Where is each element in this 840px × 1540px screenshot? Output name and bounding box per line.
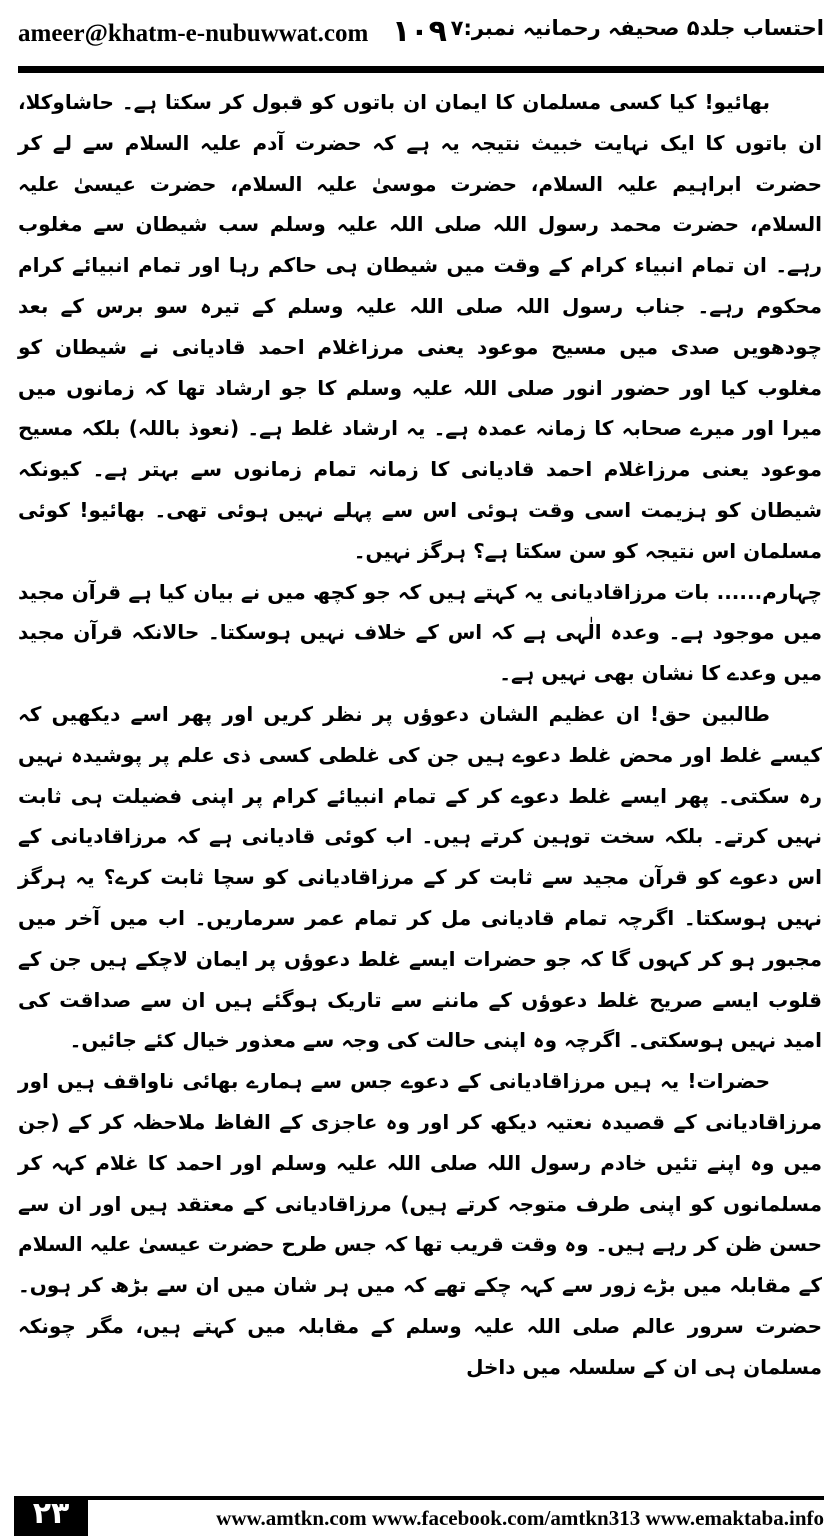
footer-divider xyxy=(88,1496,824,1500)
body-text xyxy=(18,82,822,1388)
paragraph-1: بھائیو! کیا کسی مسلمان کا ایمان ان باتوں کو قبول کر سکتا ہے۔ حاشاوکلا، ان باتوں کا ایک نہایت خبیث نتیجہ یہ ہے کہ حضرت آدم علیہ السلام سے لے کر حضرت ابراہیم علیہ السلام، حضرت موسیٰ علیہ السلام، حضرت عیسیٰ علیہ السلام، حضرت محمد رسول اللہ صلی اللہ علیہ وسلم سب شیطان سے مغلوب رہے۔ ان تمام انبیاء کرام کے وقت میں شیطان ہی حاکم رہا اور تمام انبیائے کرام محکوم رہے۔ جناب رسول اللہ صلی اللہ علیہ وسلم کے تیرہ سو برس کے بعد چودھویں صدی میں مسیح موعود یعنی مرزاغلام احمد قادیانی نے شیطان کو مغلوب کیا اور حضور انور صلی اللہ علیہ وسلم کا جو ارشاد تھا کہ زمانوں میں میرا اور میرے صحابہ کا زمانہ عمدہ ہے۔ یہ ارشاد غلط ہے۔ (نعوذ باللہ) بلکہ مسیح موعود یعنی مرزاغلام احمد قادیانی کا زمانہ تمام زمانوں سے بہتر ہے۔ کیونکہ شیطان کو ہزیمت اسی وقت ہوئی اس سے پہلے نہیں ہوئی تھی۔ بھائیو! کوئی مسلمان اس نتیجہ کو سن سکتا ہے؟ ہرگز نہیں۔ xyxy=(18,90,822,563)
header-page-number: ۱۰۹ xyxy=(392,14,447,49)
header-book-title: احتساب جلد۵ صحیفہ رحمانیہ نمبر:۷ xyxy=(450,16,824,40)
footer-links[interactable]: www.amtkn.com www.facebook.com/amtkn313 www.emaktaba.info xyxy=(216,1506,824,1530)
page-header xyxy=(0,0,840,62)
header-divider xyxy=(18,66,824,73)
header-email: ameer@khatm-e-nubuwwat.com xyxy=(18,20,369,47)
paragraph-3: طالبین حق! ان عظیم الشان دعوؤں پر نظر کریں اور پھر اسے دیکھیں کہ کیسے غلط اور محض غلط دعوے ہیں جن کی غلطی کسی ذی علم پر پوشیدہ نہیں رہ سکتی۔ پھر ایسے غلط دعوے کر کے تمام انبیائے کرام پر اپنی فضیلت ہی ثابت نہیں کرتے۔ بلکہ سخت توہین کرتے ہیں۔ اب کوئی قادیانی ہے کہ مرزاقادیانی کے اس دعوے کو قرآن مجید سے ثابت کر کے مرزاقادیانی کو سچا ثابت کرے؟ یہ ہرگز نہیں ہوسکتا۔ اگرچہ تمام قادیانی مل کر تمام عمر سرماریں۔ اب میں آخر میں مجبور ہو کر کہوں گا کہ جو حضرات ایسے غلط دعوؤں پر ایمان لاچکے ہیں جن کے قلوب ایسے صریح غلط دعوؤں کے ماننے سے تاریک ہوگئے ہیں ان سے صداقت کی امید نہیں ہوسکتی۔ اگرچہ وہ اپنی حالت کی وجہ سے معذور خیال کئے جائیں۔ xyxy=(18,701,822,1053)
footer-page-number: ۲۳ xyxy=(32,1496,70,1531)
paragraph-2: چہارم...... بات مرزاقادیانی یہ کہتے ہیں کہ جو کچھ میں نے بیان کیا ہے قرآن مجید میں موجود ہے۔ وعدہ الٰہی ہے کہ اس کے خلاف نہیں ہوسکتا۔ حالانکہ قرآن مجید میں وعدے کا نشان بھی نہیں ہے۔ xyxy=(18,579,822,686)
paragraph-4: حضرات! یہ ہیں مرزاقادیانی کے دعوے جس سے ہمارے بھائی ناواقف ہیں اور مرزاقادیانی کے قصیدہ نعتیہ دیکھ کر اور وہ عاجزی کے الفاظ ملاحظہ کر کے (جن میں وہ اپنے تئیں خادم رسول اللہ صلی اللہ علیہ وسلم اور احمد کا غلام کہہ کر مسلمانوں کو اپنی طرف متوجہ کرتے ہیں) مرزاقادیانی کے معتقد ہیں اور ان سے حسن ظن کر رہے ہیں۔ وہ وقت قریب تھا کہ جس طرح حضرت عیسیٰ علیہ السلام کے مقابلہ میں بڑے زور سے کہہ چکے تھے کہ میں ہر شان میں ان سے بڑھ کر ہوں۔ حضرت سرور عالم صلی اللہ علیہ وسلم کے مقابلہ میں کہتے ہیں، مگر چونکہ مسلمان ہی ان کے سلسلہ میں داخل xyxy=(18,1069,822,1379)
